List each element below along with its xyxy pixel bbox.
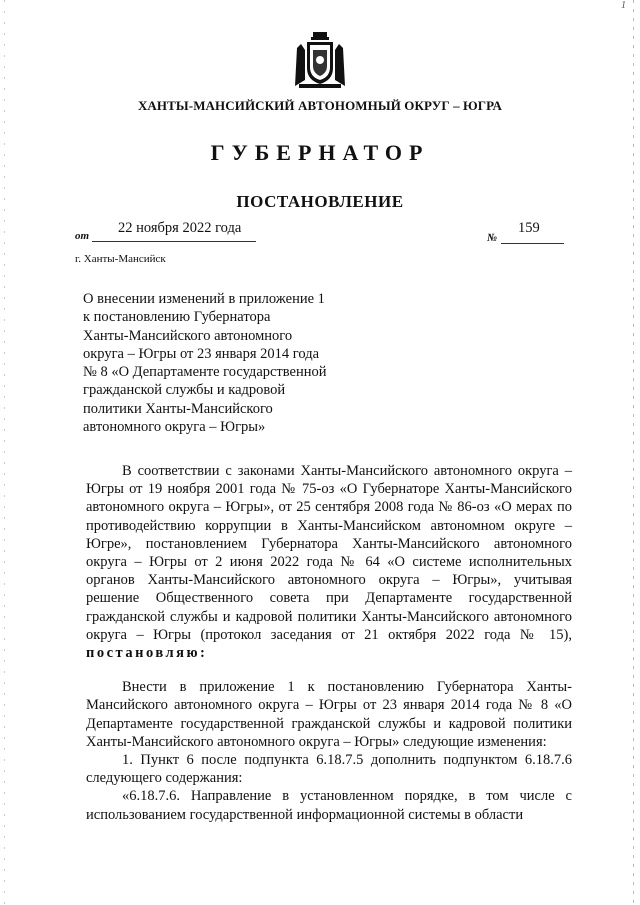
paragraph-item-1: 1. Пункт 6 после подпункта 6.18.7.5 дополнить подпунктом 6.18.7.6 следующего содержания: <box>86 752 572 787</box>
paragraph-subitem: «6.18.7.6. Направление в установленном порядке, в том числе с использованием государственной информационной системы в области <box>86 788 572 823</box>
document-type: ПОСТАНОВЛЕНИЕ <box>236 192 404 211</box>
document-body <box>86 462 572 824</box>
document-date: 22 ноября 2022 года <box>92 220 256 242</box>
decree-word: постановляю: <box>86 645 208 662</box>
preamble-text: В соответствии с законами Ханты-Мансийского автономного округа – Югры от 19 ноября 2001 года № 75-оз «О Губернаторе Ханты-Мансийского автономного округа – Югры», от 25 сентября 2008 года № 86-оз «О мерах по противодействию коррупции в Ханты-Мансийском автономном округе – Югре», постановлением Губернатора Ханты-Мансийского автономного округа – Югры от 2 июня 2022 года № 64 «О системе исполнительных органов Ханты-Мансийского автономного округа – Югры», учитывая решение Общественного совета при Департаменте государственной гражданской службы и кадровой политики Ханты-Мансийского автономного округа – Югры (протокол заседания от 21 октября 2022 года № 15), <box>86 463 572 643</box>
preamble-paragraph <box>86 462 572 662</box>
number-prefix: № <box>487 232 498 244</box>
paragraph-amend: Внести в приложение 1 к постановлению Губернатора Ханты-Мансийского автономного округа – Югры от 23 января 2014 года № 8 «О Департаменте государственной гражданской службы и кадровой политики Ханты-Мансийского автономного округа – Югры» следующие изменения: <box>86 679 572 750</box>
region-name: ХАНТЫ-МАНСИЙСКИЙ АВТОНОМНЫЙ ОКРУГ – ЮГРА <box>137 98 503 113</box>
document-title: О внесении изменений в приложение 1 к постановлению Губернатора Ханты-Мансийского автономного округа – Югры от 23 января 2014 года № 8 «О Департаменте государственной гражданской службы и кадровой политики Ханты-Мансийского автономного округа – Югры» <box>83 291 327 436</box>
corner-mark: 1 <box>621 0 626 11</box>
authority-title: ГУБЕРНАТОР <box>210 140 430 165</box>
coat-of-arms-icon <box>291 30 349 90</box>
scan-edge-right <box>633 0 634 905</box>
document-city: г. Ханты-Мансийск <box>75 253 166 265</box>
scan-edge-left <box>4 0 5 905</box>
document-number: 159 <box>501 220 564 244</box>
date-prefix: от <box>75 230 90 242</box>
